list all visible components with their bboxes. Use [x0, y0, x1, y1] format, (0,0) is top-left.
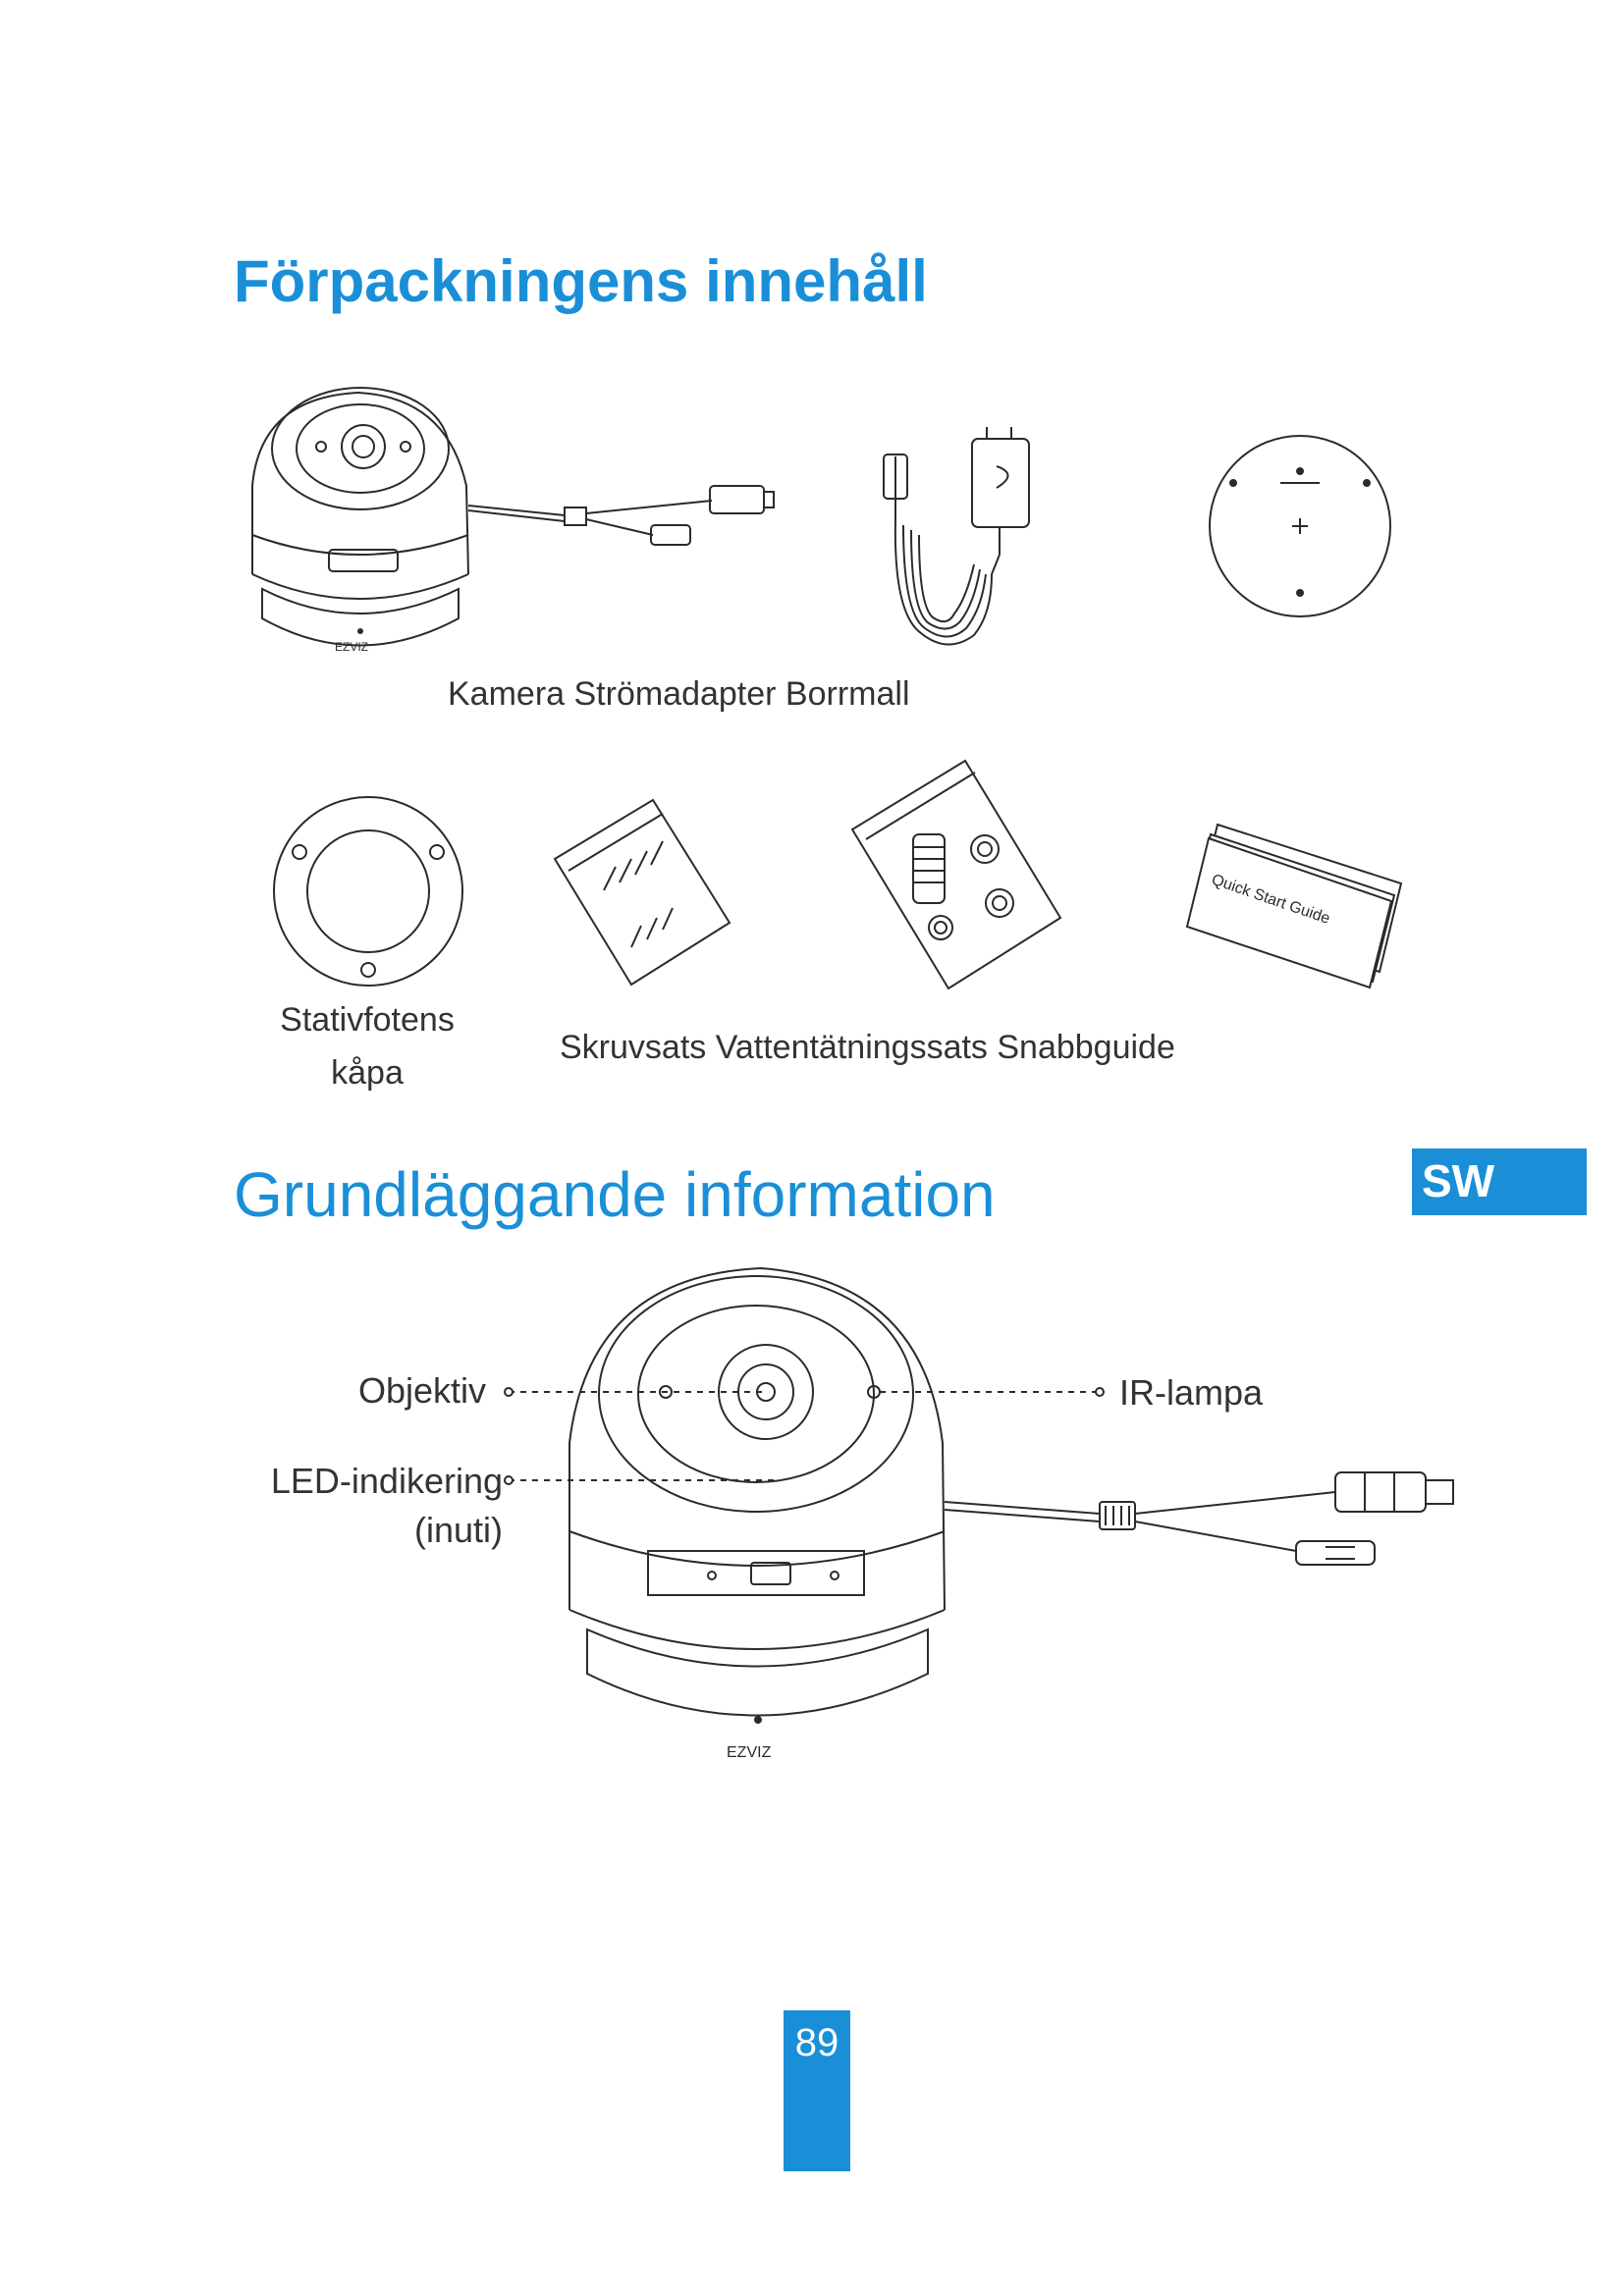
mount-cover-caption-line1: Stativfotens	[280, 1001, 455, 1039]
mount-cover-caption-line2: kåpa	[331, 1054, 404, 1092]
ir-lamp-callout: IR-lampa	[1119, 1372, 1264, 1413]
language-tab: SW	[1412, 1148, 1587, 1215]
row1-caption: Kamera Strömadapter Borrmall	[448, 675, 910, 713]
led-callout	[257, 1457, 503, 1555]
basic-info-heading: Grundläggande information	[234, 1159, 996, 1230]
lens-callout: Objektiv	[358, 1370, 487, 1411]
quick-guide-label: Quick Start Guide	[1209, 871, 1332, 928]
svg-text:EZVIZ: EZVIZ	[335, 640, 369, 654]
page-number: 89	[784, 2010, 850, 2171]
camera-logo: EZVIZ	[727, 1744, 772, 1761]
row2-caption: Skruvsats Vattentätningssats Snabbguide	[560, 1029, 1175, 1066]
led-callout-line1: LED-indikering	[270, 1461, 503, 1501]
package-contents-heading: Förpackningens innehåll	[234, 248, 928, 314]
led-callout-line2: (inuti)	[413, 1510, 503, 1550]
